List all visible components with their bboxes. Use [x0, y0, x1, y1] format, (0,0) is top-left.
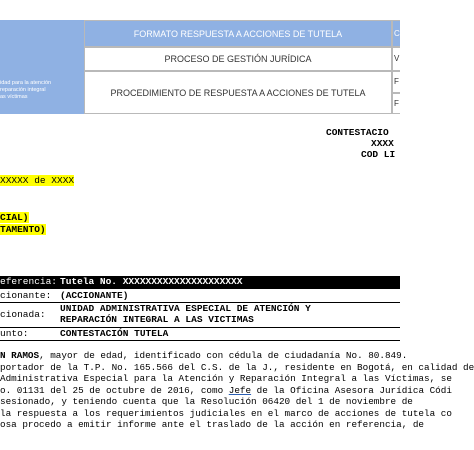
defendant-line: REPARACIÓN INTEGRAL A LAS VICTIMAS: [60, 314, 254, 325]
paragraph-line: de la Oficina Asesora Jurídica Códi: [251, 384, 452, 396]
heading-line: CONTESTACIO: [326, 127, 389, 138]
heading-line: XXXX: [371, 138, 394, 149]
date-text: XXXXX de XXXX: [0, 175, 75, 186]
table-divider: [0, 288, 400, 289]
paragraph-line: , mayor de edad, identificado con cédula de ciudadanía No. 80.849.: [39, 350, 408, 361]
defendant-label: cionada:: [0, 309, 46, 320]
addressee-line: TAMENTO): [0, 224, 46, 235]
subject-value: CONTESTACIÓN TUTELA: [60, 328, 169, 339]
addressee: [0, 212, 46, 236]
paragraph-line: Administrativa Especial para la Atención y Reparación Integral a las Víctimas, se: [0, 373, 452, 384]
addressee-line: CIAL): [0, 212, 29, 223]
reference-row: [0, 276, 400, 288]
paragraph-line: osa procedo a emitir informe ante el traslado de la acción en referencia, de: [0, 419, 425, 430]
plaintiff-label: cionante:: [0, 290, 52, 301]
process-name: PROCESO DE GESTIÓN JURÍDICA: [84, 47, 392, 71]
paragraph-word: Jefe: [228, 384, 252, 396]
body-paragraph: [0, 350, 474, 431]
heading-line: COD LI: [361, 149, 396, 160]
paragraph-line: o. 01131 del 25 de octubre de 2016, como: [0, 384, 229, 396]
paragraph-line: la respuesta a los requerimientos judiciales en el marco de acciones de tutela co: [0, 407, 452, 419]
reference-label: eferencia:: [0, 276, 58, 287]
date-line: [0, 175, 74, 187]
plaintiff-row: [0, 290, 400, 302]
table-divider: [0, 340, 400, 341]
subject-label: unto:: [0, 328, 29, 339]
subject-row: [0, 328, 400, 340]
paragraph-line: sesionado, y teniendo cuenta que la Resolución 06420 del 1 de noviembre de: [0, 396, 413, 407]
page-cell: F: [392, 93, 400, 114]
signer-name: N RAMOS: [0, 350, 40, 361]
plaintiff-value: (ACCIONANTE): [60, 290, 129, 301]
logo-line: idad para la atención: [0, 80, 52, 86]
defendant-row: [0, 303, 400, 327]
reference-value: Tutela No. XXXXXXXXXXXXXXXXXXXXX: [60, 276, 243, 287]
document-heading: [326, 127, 395, 160]
defendant-value: [60, 303, 400, 325]
form-code-cell: C: [392, 20, 400, 47]
version-cell: V: [392, 47, 400, 71]
logo-line: as víctimas: [0, 94, 28, 100]
procedure-name: PROCEDIMIENTO DE RESPUESTA A ACCIONES DE TUTELA: [84, 71, 392, 114]
form-title: FORMATO RESPUESTA A ACCIONES DE TUTELA: [84, 20, 392, 47]
defendant-line: UNIDAD ADMINISTRATIVA ESPECIAL DE ATENCIÓN Y: [60, 303, 311, 314]
logo: [0, 80, 84, 101]
paragraph-line: portador de la T.P. No. 165.566 del C.S. de la J., residente en Bogotá, en calidad de: [0, 361, 474, 373]
date-cell: F: [392, 71, 400, 93]
logo-line: reparación integral: [0, 87, 46, 93]
